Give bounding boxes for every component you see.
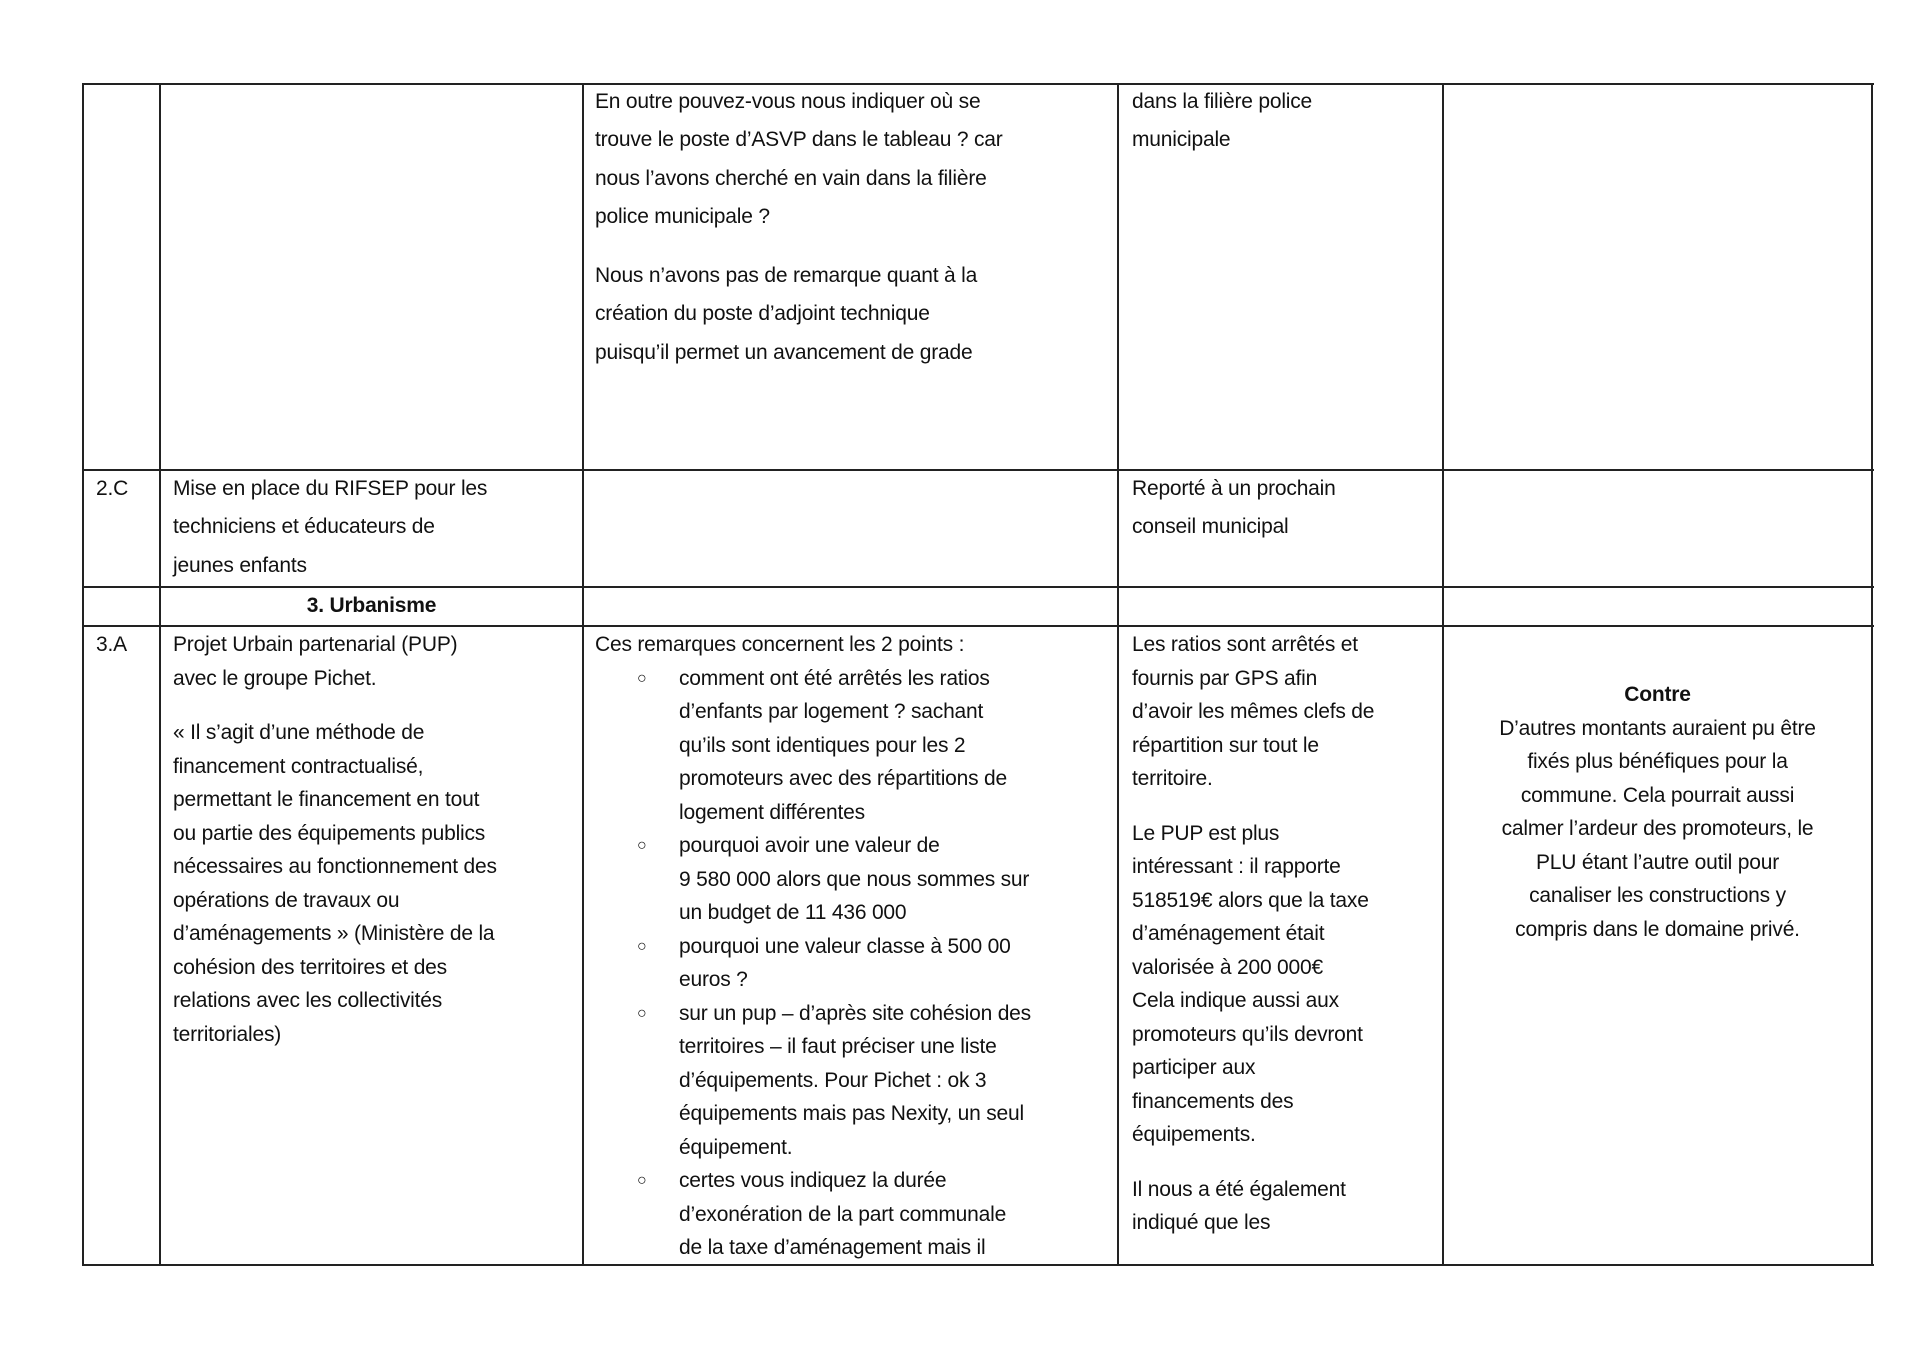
subject-cell bbox=[173, 628, 497, 1051]
text-line: fixés plus bénéfiques pour la bbox=[1527, 750, 1788, 773]
subject-cell bbox=[173, 470, 487, 585]
bullet-circle-icon: ○ bbox=[637, 669, 647, 687]
text-line: pourquoi avoir une valeur de bbox=[679, 834, 940, 857]
text-line: conseil municipal bbox=[1132, 515, 1289, 539]
text-line: avec le groupe Pichet. bbox=[173, 666, 377, 690]
text-line: sur un pup – d’après site cohésion des bbox=[679, 1001, 1031, 1025]
text-line bbox=[1132, 1152, 1374, 1173]
remarks-cell bbox=[595, 83, 1003, 372]
row-divider bbox=[82, 625, 1874, 627]
text-line: calmer l’ardeur des promoteurs, le bbox=[1501, 817, 1814, 840]
text-line: fournis par GPS afin bbox=[1132, 666, 1318, 690]
text-line: nécessaires au fonctionnement des bbox=[173, 855, 497, 878]
text-line: valorisée à 200 000€ bbox=[1132, 955, 1323, 979]
response-cell bbox=[1132, 83, 1312, 160]
text-line: d’aménagements » (Ministère de la bbox=[173, 922, 495, 945]
text-line: création du poste d’adjoint technique bbox=[595, 302, 930, 326]
text-line: d’équipements. Pour Pichet : ok 3 bbox=[679, 1068, 987, 1092]
text-line: promoteurs avec des répartitions de bbox=[679, 767, 1008, 790]
text-line: 518519€ alors que la taxe bbox=[1132, 888, 1369, 912]
remarks-intro: Ces remarques concernent les 2 points : bbox=[595, 633, 965, 656]
text-line: municipale bbox=[1132, 128, 1231, 152]
text-line: canaliser les constructions y bbox=[1529, 884, 1786, 907]
text-line: trouve le poste d’ASVP dans le tableau ? car bbox=[595, 128, 1003, 152]
text-line: euros ? bbox=[679, 968, 748, 991]
text-line: d’avoir les mêmes clefs de bbox=[1132, 700, 1375, 723]
text-line: Il nous a été également bbox=[1132, 1177, 1346, 1201]
text-line: territoires – il faut préciser une liste bbox=[679, 1035, 997, 1058]
column-divider bbox=[159, 83, 161, 1266]
bullet-item bbox=[595, 662, 1031, 830]
text-line: permettant le financement en tout bbox=[173, 788, 480, 811]
text-line: relations avec les collectivités bbox=[173, 989, 443, 1012]
text-line: territoriales) bbox=[173, 1022, 282, 1046]
text-line: Le PUP est plus bbox=[1132, 821, 1280, 845]
bullet-circle-icon: ○ bbox=[637, 937, 647, 955]
column-divider bbox=[1442, 83, 1444, 1266]
text-line: un budget de 11 436 000 bbox=[679, 901, 907, 924]
text-line: d’exonération de la part communale bbox=[679, 1202, 1007, 1226]
text-line: financements des bbox=[1132, 1089, 1294, 1113]
text-line: équipements. bbox=[1132, 1123, 1256, 1146]
text-line: financement contractualisé, bbox=[173, 754, 424, 778]
text-line: qu’ils sont identiques pour les 2 bbox=[679, 733, 966, 757]
response-cell bbox=[1132, 628, 1374, 1240]
text-line: équipements mais pas Nexity, un seul bbox=[679, 1102, 1024, 1125]
text-line: Projet Urbain partenarial (PUP) bbox=[173, 633, 458, 656]
text-line: compris dans le domaine privé. bbox=[1515, 917, 1800, 941]
text-line: Mise en place du RIFSEP pour les bbox=[173, 477, 488, 500]
text-line: répartition sur tout le bbox=[1132, 733, 1319, 757]
text-line: comment ont été arrêtés les ratios bbox=[679, 666, 990, 690]
text-line bbox=[595, 236, 1003, 257]
text-line: D’autres montants auraient pu être bbox=[1499, 716, 1816, 740]
text-line: certes vous indiquez la durée bbox=[679, 1169, 947, 1192]
text-line: d’enfants par logement ? sachant bbox=[679, 700, 984, 723]
text-line: de la taxe d’aménagement mais il bbox=[679, 1236, 986, 1259]
text-line: police municipale ? bbox=[595, 204, 770, 228]
text-line: logement différentes bbox=[679, 800, 865, 824]
table-border-right bbox=[1871, 83, 1873, 1266]
column-divider bbox=[1117, 83, 1119, 1266]
text-line: « Il s’agit d’une méthode de bbox=[173, 721, 425, 744]
text-line: techniciens et éducateurs de bbox=[173, 515, 435, 539]
text-line: Les ratios sont arrêtés et bbox=[1132, 633, 1358, 656]
text-line: commune. Cela pourrait aussi bbox=[1520, 783, 1795, 807]
text-line: indiqué que les bbox=[1132, 1211, 1271, 1234]
remarks-cell bbox=[595, 628, 1031, 1265]
text-line: nous l’avons cherché en vain dans la filière bbox=[595, 166, 987, 190]
item-number: 3.A bbox=[96, 633, 127, 656]
text-line: dans la filière police bbox=[1132, 90, 1313, 113]
text-line bbox=[1132, 796, 1374, 817]
section-title: 3. Urbanisme bbox=[306, 594, 437, 617]
text-line: PLU étant l’autre outil pour bbox=[1535, 850, 1780, 874]
text-line: territoire. bbox=[1132, 767, 1213, 790]
text-line: Cela indique aussi aux bbox=[1132, 989, 1339, 1012]
text-line: participer aux bbox=[1132, 1056, 1256, 1079]
vote-cell bbox=[1444, 678, 1871, 946]
bullet-circle-icon: ○ bbox=[637, 1172, 647, 1189]
text-line: En outre pouvez-vous nous indiquer où se bbox=[595, 90, 981, 113]
vote-explanation bbox=[1444, 712, 1871, 947]
text-line bbox=[173, 695, 497, 716]
text-line: intéressant : il rapporte bbox=[1132, 855, 1341, 878]
bullet-circle-icon: ○ bbox=[637, 837, 647, 854]
text-line: jeunes enfants bbox=[173, 553, 307, 577]
vote-title: Contre bbox=[1624, 683, 1691, 706]
table-border-left bbox=[82, 83, 84, 1266]
text-line: promoteurs qu’ils devront bbox=[1132, 1022, 1363, 1046]
item-number: 2.C bbox=[96, 477, 129, 500]
row-divider bbox=[82, 586, 1874, 588]
text-line: puisqu’il permet un avancement de grade bbox=[595, 340, 973, 364]
response-cell bbox=[1132, 470, 1336, 547]
text-line: opérations de travaux ou bbox=[173, 888, 400, 912]
column-divider bbox=[582, 83, 584, 1266]
text-line: ou partie des équipements publics bbox=[173, 821, 486, 845]
bullet-item bbox=[595, 930, 1031, 997]
bullet-item bbox=[595, 1164, 1031, 1265]
text-line: équipement. bbox=[679, 1135, 793, 1159]
text-line: Nous n’avons pas de remarque quant à la bbox=[595, 264, 978, 288]
bullet-item bbox=[595, 829, 1031, 930]
text-line: 9 580 000 alors que nous sommes sur bbox=[679, 867, 1030, 891]
bullet-item bbox=[595, 997, 1031, 1165]
text-line: pourquoi une valeur classe à 500 00 bbox=[679, 934, 1011, 958]
text-line: d’aménagement était bbox=[1132, 922, 1325, 945]
bullet-circle-icon: ○ bbox=[637, 1004, 647, 1022]
text-line: Reporté à un prochain bbox=[1132, 477, 1336, 500]
text-line: cohésion des territoires et des bbox=[173, 955, 447, 979]
